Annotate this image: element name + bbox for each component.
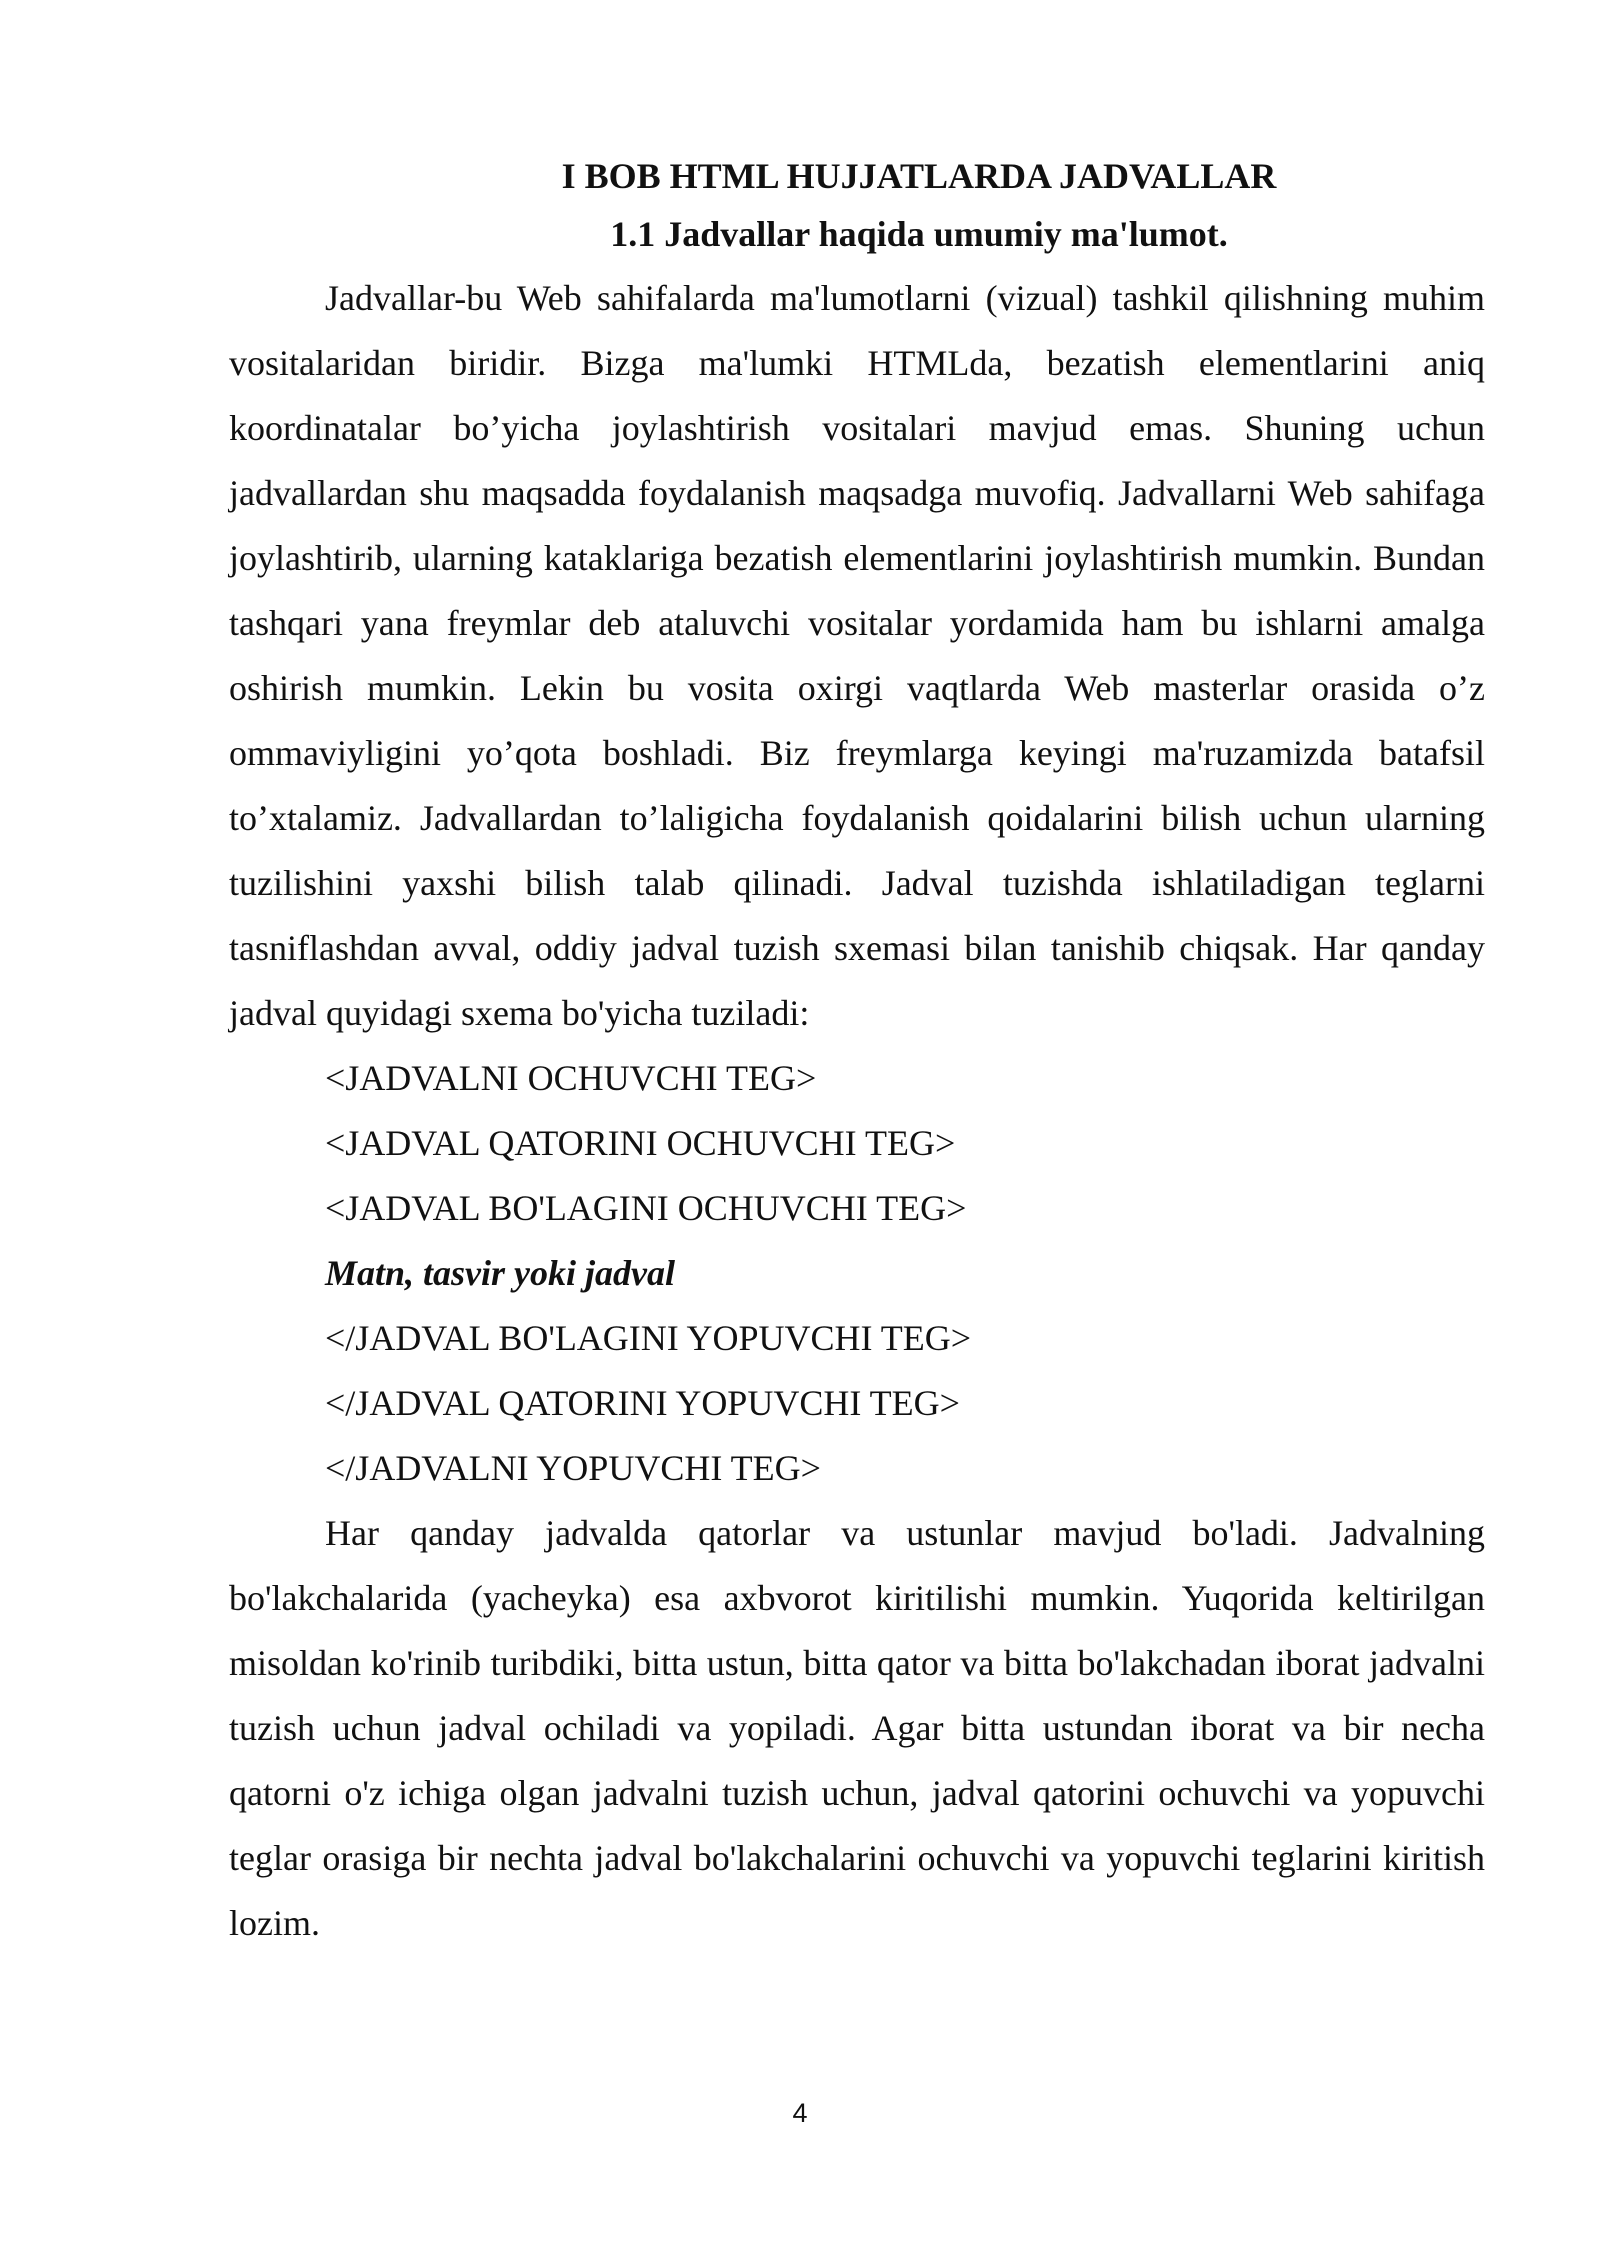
table-schema [229, 1046, 1485, 1501]
schema-line-row-open: <JADVAL QATORINI OCHUVCHI TEG> [325, 1123, 956, 1163]
schema-line-content: Matn, tasvir yoki jadval [325, 1253, 675, 1293]
document-page [229, 150, 1485, 1956]
section-title: 1.1 Jadvallar haqida umumiy ma'lumot. [610, 214, 1228, 254]
schema-line-cell-close: </JADVAL BO'LAGINI YOPUVCHI TEG> [325, 1318, 972, 1358]
schema-line-cell-open: <JADVAL BO'LAGINI OCHUVCHI TEG> [325, 1188, 967, 1228]
intro-paragraph: Jadvallar-bu Web sahifalarda ma'lumotlarni (vizual) tashkil qilishning muhim vositalaridan biridir. Bizga ma'lumki HTMLda, bezatish elementlarini aniq koordinatalar bo’yicha joylashtirish vositalari mavjud emas. Shuning uchun jadvallardan shu maqsadda foydalanish maqsadga muvofiq. Jadvallarni Web sahifaga joylashtirib, ularning kataklariga bezatish elementlarini joylashtirish mumkin. Bundan tashqari yana freymlar deb ataluvchi vositalar yordamida ham bu ishlarni amalga oshirish mumkin. Lekin bu vosita oxirgi vaqtlarda Web masterlar orasida o’z ommaviyligini yo’qota boshladi. Biz freymlarga keyingi ma'ruzamizda batafsil to’xtalamiz. Jadvallardan to’laligicha foydalanish qoidalarini bilish uchun ularning tuzilishini yaxshi bilish talab qilinadi. Jadval tuzishda ishlatiladigan teglarni tasniflashdan avval, oddiy jadval tuzish sxemasi bilan tanishib chiqsak. Har qanday jadval quyidagi sxema bo'yicha tuziladi: [229, 278, 1485, 1033]
explanation-paragraph: Har qanday jadvalda qatorlar va ustunlar mavjud bo'ladi. Jadvalning bo'lakchalarida (yacheyka) esa axbvorot kiritilishi mumkin. Yuqorida keltirilgan misoldan ko'rinib turibdiki, bitta ustun, bitta qator va bitta bo'lakchadan iborat jadvalni tuzish uchun jadval ochiladi va yopiladi. Agar bitta ustundan iborat va bir necha qatorni o'z ichiga olgan jadvalni tuzish uchun, jadval qatorini ochuvchi va yopuvchi teglar orasiga bir nechta jadval bo'lakchalarini ochuvchi va yopuvchi teglarini kiritish lozim. [229, 1513, 1485, 1943]
schema-line-row-close: </JADVAL QATORINI YOPUVCHI TEG> [325, 1383, 960, 1423]
schema-line-table-close: </JADVALNI YOPUVCHI TEG> [325, 1448, 821, 1488]
schema-line-table-open: <JADVALNI OCHUVCHI TEG> [325, 1058, 817, 1098]
chapter-title: I BOB HTML HUJJATLARDA JADVALLAR [561, 156, 1277, 196]
page-number: 4 [792, 2098, 808, 2128]
